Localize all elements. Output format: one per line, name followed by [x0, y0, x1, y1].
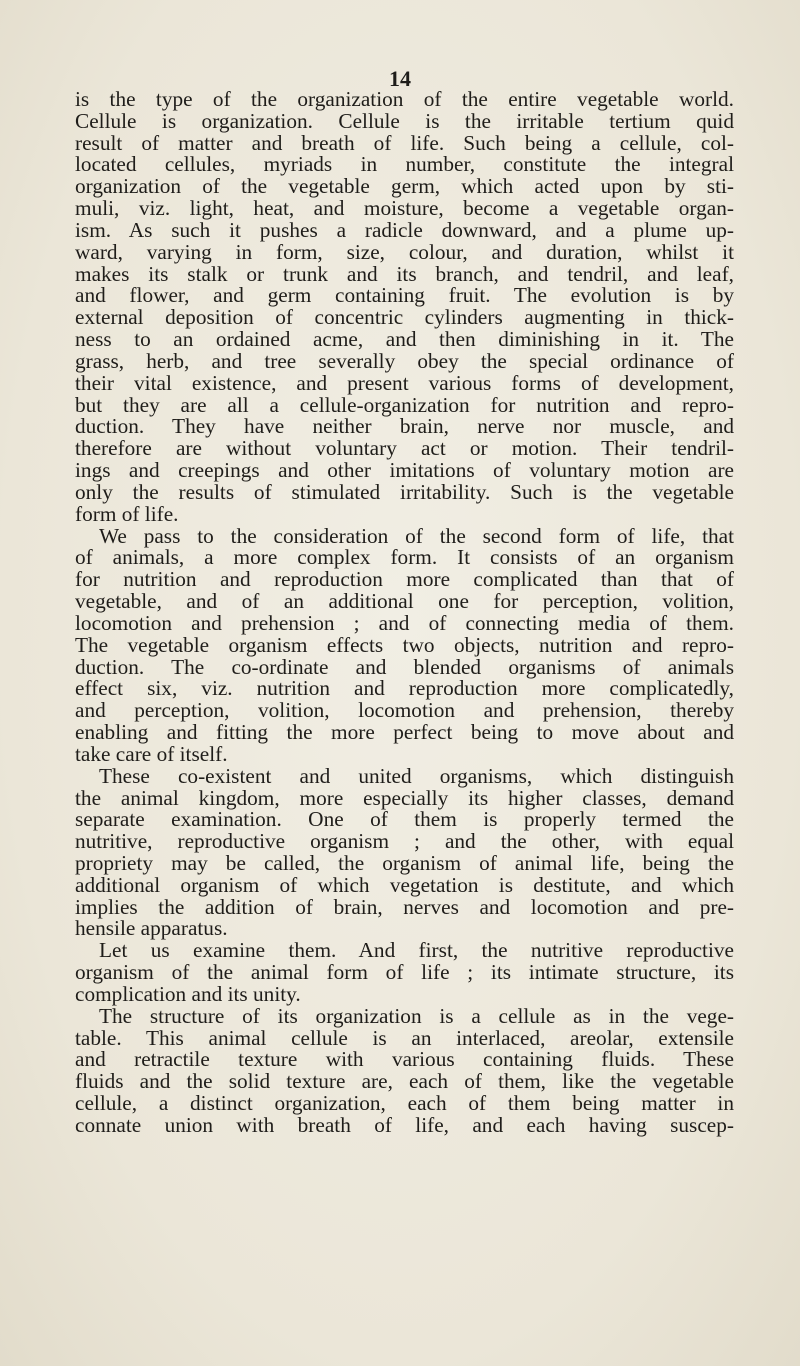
text-line: propriety may be called, the organism of animal life, being the: [75, 850, 734, 875]
text-line: We pass to the consideration of the second form of life, that: [99, 523, 734, 548]
text-line: complication and its unity.: [75, 981, 301, 1006]
text-line: grass, herb, and tree severally obey the special ordinance of: [75, 348, 734, 373]
text-line: and retractile texture with various containing fluids. These: [75, 1047, 734, 1072]
text-line: organism of the animal form of life ; its intimate structure, its: [75, 960, 734, 985]
text-line: nutritive, reproductive organism ; and the other, with equal: [75, 829, 734, 854]
text-line: located cellules, myriads in number, constitute the integral: [75, 152, 734, 177]
text-line: their vital existence, and present various forms of development,: [75, 370, 734, 395]
text-line: only the results of stimulated irritability. Such is the vegetable: [75, 479, 734, 504]
text-line: and flower, and germ containing fruit. The evolution is by: [75, 283, 734, 308]
text-line: connate union with breath of life, and each having suscep-: [75, 1112, 734, 1137]
text-line: separate examination. One of them is properly termed the: [75, 807, 734, 832]
paragraph: [75, 89, 734, 526]
text-line: The vegetable organism effects two objects, nutrition and repro-: [75, 632, 734, 657]
text-line: and perception, volition, locomotion and prehension, thereby: [75, 698, 734, 723]
text-line: Let us examine them. And first, the nutritive reproductive: [99, 938, 734, 963]
text-line: of animals, a more complex form. It consists of an organism: [75, 545, 734, 570]
text-line: duction. They have neither brain, nerve nor muscle, and: [75, 414, 734, 439]
text-line: for nutrition and reproduction more complicated than that of: [75, 567, 734, 592]
text-line: The structure of its organization is a cellule as in the vege-: [99, 1003, 734, 1028]
text-line: external deposition of concentric cylinders augmenting in thick-: [75, 305, 734, 330]
text-line: cellule, a distinct organization, each of them being matter in: [75, 1091, 734, 1116]
text-line: form of life.: [75, 501, 179, 526]
text-line: ings and creepings and other imitations of voluntary motion are: [75, 458, 734, 483]
text-line: additional organism of which vegetation is destitute, and which: [75, 872, 734, 897]
paragraph: [75, 940, 734, 1005]
text-line: fluids and the solid texture are, each of them, like the vegetable: [75, 1069, 734, 1094]
text-line: result of matter and breath of life. Such being a cellule, col-: [75, 130, 734, 155]
text-line: These co-existent and united organisms, which distinguish: [99, 763, 734, 788]
text-line: but they are all a cellule-organization for nutrition and repro-: [75, 392, 734, 417]
text-line: effect six, viz. nutrition and reproduction more complicatedly,: [75, 676, 734, 701]
text-line: is the type of the organization of the entire vegetable world.: [75, 87, 734, 111]
text-line: duction. The co-ordinate and blended organisms of animals: [75, 654, 734, 679]
text-line: table. This animal cellule is an interlaced, areolar, extensile: [75, 1025, 734, 1050]
text-line: ism. As such it pushes a radicle downward, and a plume up-: [75, 217, 734, 242]
text-line: hensile apparatus.: [75, 916, 228, 941]
text-line: take care of itself.: [75, 741, 228, 766]
text-line: enabling and fitting the more perfect being to move about and: [75, 720, 734, 745]
text-line: makes its stalk or trunk and its branch, and tendril, and leaf,: [75, 261, 734, 286]
text-line: Cellule is organization. Cellule is the irritable tertium quid: [75, 108, 734, 133]
body-text: [75, 89, 734, 1137]
text-line: organization of the vegetable germ, which acted upon by sti-: [75, 174, 734, 199]
page-number: 14: [389, 66, 411, 91]
text-line: ward, varying in form, size, colour, and duration, whilst it: [75, 239, 734, 264]
text-line: the animal kingdom, more especially its higher classes, demand: [75, 785, 734, 810]
paragraph: [75, 763, 734, 941]
text-line: muli, viz. light, heat, and moisture, become a vegetable organ-: [75, 196, 734, 221]
text-line: vegetable, and of an additional one for perception, volition,: [75, 589, 734, 614]
text-line: ness to an ordained acme, and then diminishing in it. The: [75, 327, 734, 352]
paragraph: [75, 1003, 734, 1137]
text-line: implies the addition of brain, nerves and locomotion and pre-: [75, 894, 734, 919]
paragraph: [75, 523, 734, 766]
text-line: locomotion and prehension ; and of connecting media of them.: [75, 610, 734, 635]
text-line: therefore are without voluntary act or motion. Their tendril-: [75, 436, 734, 461]
